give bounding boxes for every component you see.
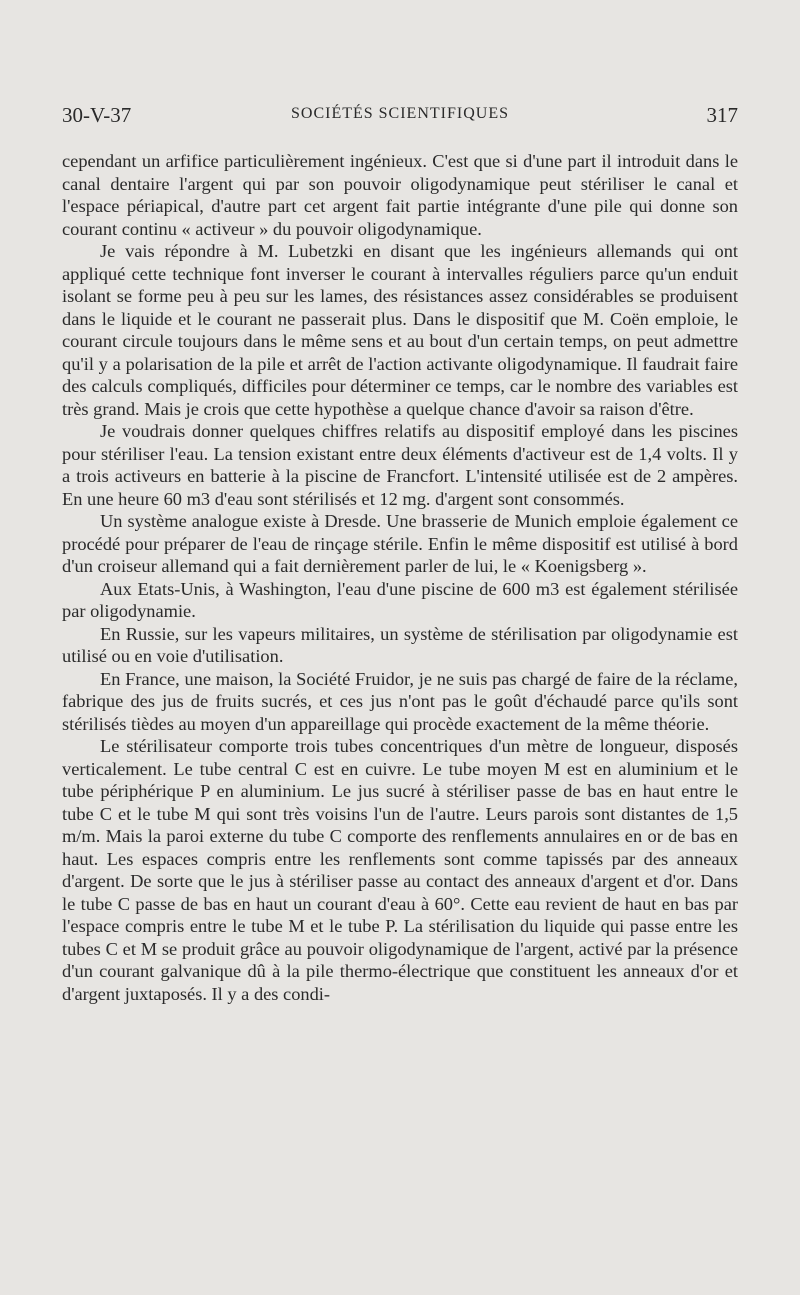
paragraph-2: Je vais répondre à M. Lubetzki en disant que les ingénieurs allemands qui ont appliqué cette technique font inverser le courant à intervalles réguliers parce qu'un enduit isolant se forme peu à peu sur les lames, des résistances assez considérables se produisent dans le liquide et le courant ne passerait plus. Dans le dispositif que M. Coën emploie, le courant circule toujours dans le même sens et au bout d'un certain temps, on peut admettre qu'il y a polarisation de la pile et arrêt de l'action activante oligodynamique. Il faudrait faire des calculs compliqués, difficiles pour déterminer ce temps, car le nombre des variables est très grand. Mais je crois que cette hypothèse a quelque chance d'avoir sa raison d'être. (62, 241, 738, 419)
page-number: 317 (706, 103, 738, 127)
paragraph-7: En France, une maison, la Société Fruidor, je ne suis pas chargé de faire de la réclame, fabrique des jus de fruits sucrés, et ces jus n'ont pas le goût d'échaudé parce qu'ils sont stérilisés tièdes au moyen d'un appareillage qui procède exactement de la même théorie. (62, 668, 738, 734)
paragraph-6: En Russie, sur les vapeurs militaires, un système de stérilisation par oligodynamie est utilisé ou en voie d'utilisation. (62, 623, 738, 666)
paragraph-8: Le stérilisateur comporte trois tubes concentriques d'un mètre de longueur, disposés verticalement. Le tube central C est en cuivre. Le tube moyen M est en aluminium et le tube périphérique P en aluminium. Le jus sucré à stériliser passe de bas en haut entre le tube C et le tube M qui sont très voisins l'un de l'autre. Leurs parois sont distantes de 1,5 m/m. Mais la paroi externe du tube C comporte des renflements annulaires en or de bas en haut. Les espaces compris entre les renflements sont comme tapissés par des anneaux d'argent. De sorte que le jus à stériliser passe au contact des anneaux d'argent et d'or. Dans le tube C passe de bas en haut un courant d'eau à 60°. Cette eau revient de haut en bas par l'espace compris entre le tube M et le tube P. La stérilisation du liquide qui passe entre les tubes C et M se produit grâce au pouvoir oligodynamique de l'argent, activé par la présence d'un courant galvanique dû à la pile thermo-électrique que constituent les anneaux d'or et d'argent juxtaposés. Il y a des condi- (62, 736, 738, 1004)
paragraph-5: Aux Etats-Unis, à Washington, l'eau d'une piscine de 600 m3 est également stérilisée par oligodynamie. (62, 578, 738, 621)
paragraph-3: Je voudrais donner quelques chiffres relatifs au dispositif employé dans les piscines pour stériliser l'eau. La tension existant entre deux éléments d'activeur est de 1,4 volts. Il y a trois activeurs en batterie à la piscine de Francfort. L'intensité utilisée est de 2 ampères. En une heure 60 m3 d'eau sont stérilisés et 12 mg. d'argent sont consommés. (62, 421, 738, 509)
paragraph-1: cependant un arfifice particulièrement ingénieux. C'est que si d'une part il introduit dans le canal dentaire l'argent qui par son pouvoir oligodynamique peut stériliser le canal et l'espace périapical, d'autre part cet argent fait partie intégrante d'une pile qui donne son courant continu « activeur » du pouvoir oligodynamique. (62, 151, 738, 239)
paragraph-4: Un système analogue existe à Dresde. Une brasserie de Munich emploie également ce procédé pour préparer de l'eau de rinçage stérile. Enfin le même dispositif est utilisé à bord d'un croiseur allemand qui a fait dernièrement parler de lui, le « Koenigsberg ». (62, 511, 738, 576)
header-date: 30-V-37 (62, 103, 132, 127)
header-title: SOCIÉTÉS SCIENTIFIQUES (290, 105, 509, 122)
body-text (62, 150, 738, 1005)
running-header (62, 103, 738, 133)
